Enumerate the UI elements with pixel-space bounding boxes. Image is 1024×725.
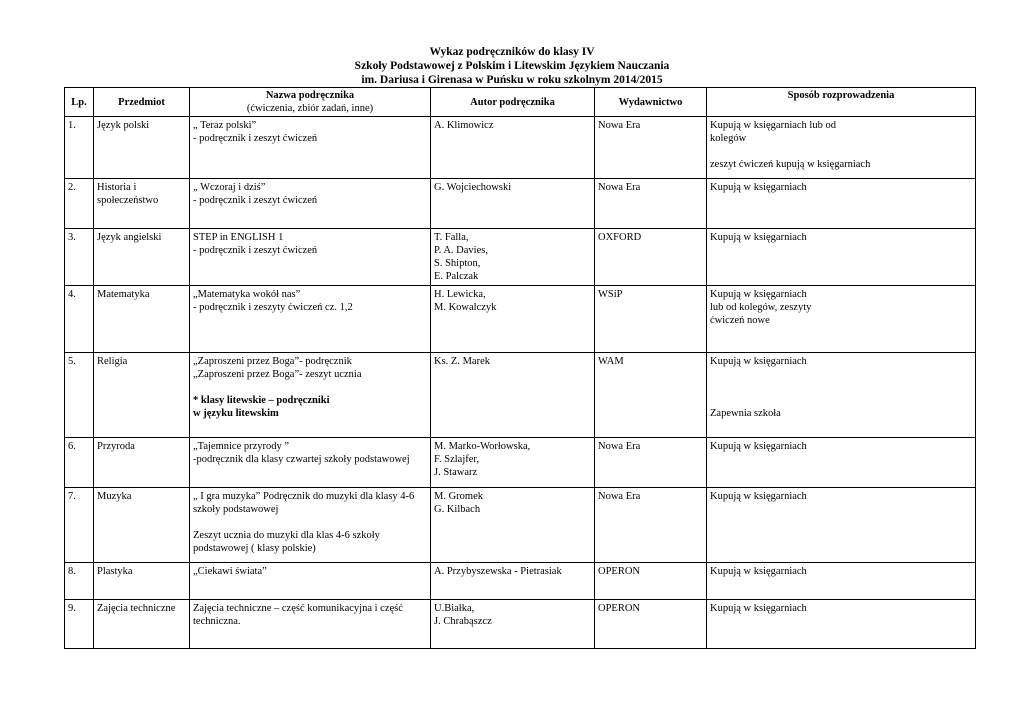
method-line: Kupują w księgarniach: [710, 566, 807, 577]
table-row: [65, 438, 976, 488]
book-note-line: * klasy litewskie – podręczniki: [193, 395, 330, 406]
row-subject: Matematyka: [94, 286, 190, 353]
method-line: Kupują w księgarniach: [710, 356, 807, 367]
textbook-table: [64, 87, 976, 649]
book-line: „ Wczoraj i dziś”: [193, 182, 266, 193]
row-subject: Zajęcia techniczne: [94, 600, 190, 649]
row-book: [190, 563, 431, 600]
header-book-name-sub: (ćwiczenia, zbiór zadań, inne): [246, 103, 374, 114]
row-authors: [431, 117, 595, 179]
table-row: [65, 179, 976, 229]
header-subject: Przedmiot: [94, 88, 190, 117]
book-line: - podręcznik i zeszyt ćwiczeń: [193, 245, 318, 256]
author-line: H. Lewicka,: [434, 289, 486, 300]
row-lp: 6.: [65, 438, 94, 488]
row-method: [707, 563, 976, 600]
author-line: E. Palczak: [434, 271, 479, 282]
row-lp: 2.: [65, 179, 94, 229]
method-line: Kupują w księgarniach: [710, 441, 807, 452]
row-publisher: Nowa Era: [595, 179, 707, 229]
header-lp: Lp.: [65, 88, 94, 117]
header-book-name: [190, 88, 431, 117]
row-subject: Muzyka: [94, 488, 190, 563]
row-publisher: OPERON: [595, 563, 707, 600]
book-line: -podręcznik dla klasy czwartej szkoły podstawowej: [193, 454, 410, 465]
document-subtitle-school: Szkoły Podstawowej z Polskim i Litewskim Językiem Nauczania: [354, 60, 670, 72]
method-extra-line: Zapewnia szkoła: [710, 408, 781, 419]
book-line: „ I gra muzyka” Podręcznik do muzyki dla klasy 4-6: [193, 491, 415, 502]
row-book: [190, 438, 431, 488]
row-publisher: WSiP: [595, 286, 707, 353]
table-row: [65, 229, 976, 286]
method-line: kolegów: [710, 133, 747, 144]
row-method: [707, 488, 976, 563]
document-title: Wykaz podręczników do klasy IV: [429, 46, 595, 58]
header-book-name-title: Nazwa podręcznika: [265, 90, 355, 101]
author-line: A. Klimowicz: [434, 120, 494, 131]
author-line: G. Wojciechowski: [434, 182, 512, 193]
author-line: Ks. Z. Marek: [434, 356, 490, 367]
book-line: techniczna.: [193, 616, 241, 627]
document-subtitle-year: im. Dariusa i Girenasa w Puńsku w roku szkolnym 2014/2015: [361, 74, 663, 86]
table-header-row: [65, 88, 976, 117]
row-subject: Język polski: [94, 117, 190, 179]
author-line: S. Shipton,: [434, 258, 481, 269]
method-line: Kupują w księgarniach: [710, 603, 807, 614]
row-authors: [431, 353, 595, 438]
book-line: „Zaproszeni przez Boga”- podręcznik: [193, 356, 352, 367]
book-line: „Tajemnice przyrody ”: [193, 441, 290, 452]
row-book: [190, 229, 431, 286]
book-line: „ Teraz polski”: [193, 120, 257, 131]
row-book: [190, 353, 431, 438]
table-row: [65, 286, 976, 353]
method-line: Kupują w księgarniach: [710, 232, 807, 243]
method-line: ćwiczeń nowe: [710, 315, 770, 326]
method-line: Kupują w księgarniach lub od: [710, 120, 836, 131]
book-note-line: w języku litewskim: [193, 408, 279, 419]
row-method: [707, 600, 976, 649]
row-method: [707, 353, 976, 438]
row-publisher: Nowa Era: [595, 117, 707, 179]
row-authors: [431, 229, 595, 286]
row-authors: [431, 600, 595, 649]
row-method: [707, 179, 976, 229]
subject-line: społeczeństwo: [97, 195, 159, 206]
row-book: [190, 286, 431, 353]
row-method: [707, 438, 976, 488]
row-publisher: Nowa Era: [595, 488, 707, 563]
method-line: Kupują w księgarniach: [710, 491, 807, 502]
author-line: M. Marko-Worłowska,: [434, 441, 531, 452]
row-publisher: OPERON: [595, 600, 707, 649]
book-note-line: podstawowej ( klasy polskie): [193, 543, 316, 554]
author-line: U.Białka,: [434, 603, 475, 614]
book-line: STEP in ENGLISH 1: [193, 232, 284, 243]
book-line: Zajęcia techniczne – część komunikacyjna i część: [193, 603, 403, 614]
row-lp: 3.: [65, 229, 94, 286]
book-line: „Ciekawi świata”: [193, 566, 267, 577]
book-note-line: Zeszyt ucznia do muzyki dla klas 4-6 szkoły: [193, 530, 380, 541]
author-line: J. Chrabąszcz: [434, 616, 492, 627]
book-line: - podręcznik i zeszyty ćwiczeń cz. 1,2: [193, 302, 353, 313]
author-line: P. A. Davies,: [434, 245, 488, 256]
book-line: szkoły podstawowej: [193, 504, 279, 515]
row-book: [190, 179, 431, 229]
method-line: Kupują w księgarniach: [710, 182, 807, 193]
table-row: [65, 353, 976, 438]
author-line: M. Gromek: [434, 491, 483, 502]
table-row: [65, 117, 976, 179]
author-line: J. Stawarz: [434, 467, 478, 478]
row-subject: [94, 179, 190, 229]
header-publisher: Wydawnictwo: [595, 88, 707, 117]
row-lp: 7.: [65, 488, 94, 563]
row-authors: [431, 563, 595, 600]
table-row: [65, 563, 976, 600]
row-subject: Przyroda: [94, 438, 190, 488]
author-line: A. Przybyszewska - Pietrasiak: [434, 566, 562, 577]
book-line: „Matematyka wokół nas”: [193, 289, 301, 300]
row-book: [190, 600, 431, 649]
row-lp: 9.: [65, 600, 94, 649]
row-subject: Język angielski: [94, 229, 190, 286]
book-line: - podręcznik i zeszyt ćwiczeń: [193, 133, 318, 144]
row-lp: 1.: [65, 117, 94, 179]
row-authors: [431, 286, 595, 353]
method-extra-line: zeszyt ćwiczeń kupują w księgarniach: [710, 159, 871, 170]
row-subject: Religia: [94, 353, 190, 438]
header-author: Autor podręcznika: [431, 88, 595, 117]
book-line: - podręcznik i zeszyt ćwiczeń: [193, 195, 318, 206]
row-publisher: WAM: [595, 353, 707, 438]
row-method: [707, 117, 976, 179]
author-line: F. Szlajfer,: [434, 454, 480, 465]
row-subject: Plastyka: [94, 563, 190, 600]
method-line: lub od kolegów, zeszyty: [710, 302, 812, 313]
author-line: M. Kowalczyk: [434, 302, 497, 313]
row-authors: [431, 438, 595, 488]
row-lp: 5.: [65, 353, 94, 438]
book-line: „Zaproszeni przez Boga”- zeszyt ucznia: [193, 369, 362, 380]
row-publisher: Nowa Era: [595, 438, 707, 488]
author-line: T. Falla,: [434, 232, 469, 243]
table-row: [65, 488, 976, 563]
row-lp: 8.: [65, 563, 94, 600]
row-book: [190, 488, 431, 563]
row-method: [707, 286, 976, 353]
row-method: [707, 229, 976, 286]
subject-line: Historia i: [97, 182, 137, 193]
table-row: [65, 600, 976, 649]
row-publisher: OXFORD: [595, 229, 707, 286]
header-method: Sposób rozprowadzenia: [707, 88, 976, 117]
row-lp: 4.: [65, 286, 94, 353]
method-line: Kupują w księgarniach: [710, 289, 807, 300]
row-authors: [431, 179, 595, 229]
row-authors: [431, 488, 595, 563]
author-line: G. Kilbach: [434, 504, 481, 515]
row-book: [190, 117, 431, 179]
